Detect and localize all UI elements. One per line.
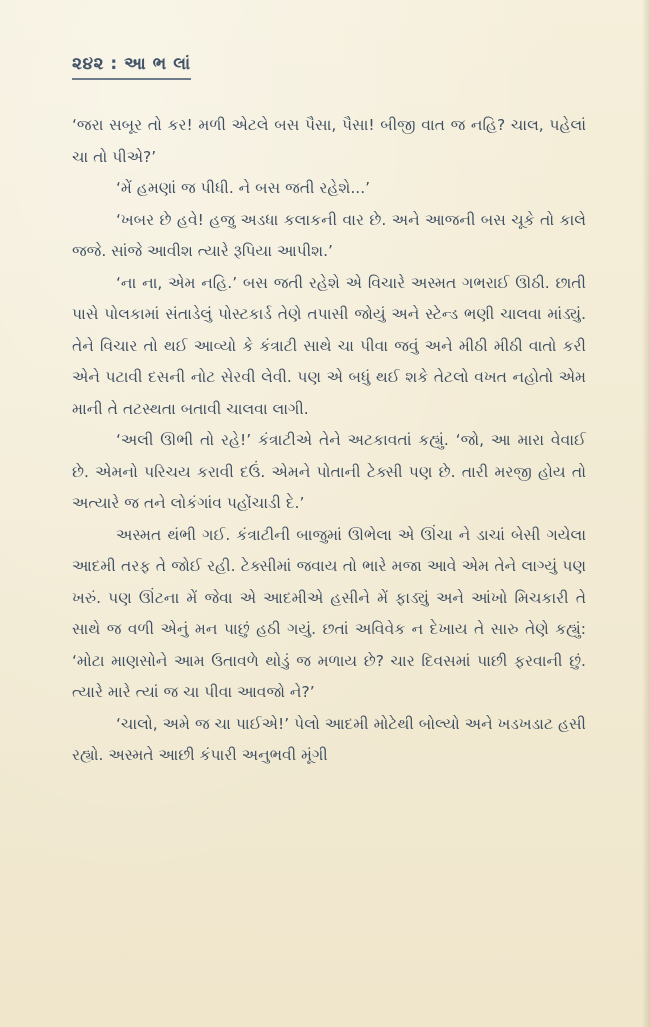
paragraph: અસ્મત થંભી ગઈ. કંત્રાટીની બાજુમાં ઊભેલા એ ઊંચા ને ડાચાં બેસી ગયેલા આદમી તરફ તે જોઈ રહી. ટેક્સીમાં જવાય તો ભારે મજા આવે એમ તેને લાગ્યું પણ ખરું. પણ ઊંટના મેં જેવા એ આદમીએ હસીને મેં ફાડ્યું અને આંખો મિચકારી તે સાથે જ વળી એનું મન પાછું હઠી ગયું. છતાં અવિવેક ન દેખાય તે સારુ તેણે કહ્યું: ‘મોટા માણસોને આમ ઉતાવળે થોડું જ મળાય છે? ચાર દિવસમાં પાછી ફરવાની છું. ત્યારે મારે ત્યાં જ ચા પીવા આવજો ને?’ [72,525,586,701]
paragraph: ‘મેં હમણાં જ પીધી. ને બસ જતી રહેશે...’ [116,179,371,197]
paragraph: ‘ચાલો, અમે જ ચા પાઈએ!’ પેલો આદમી મોટેથી બોલ્યો અને ખડખડાટ હસી રહ્યો. અસ્મતે આછી કંપારી અનુભવી મૂંગી [72,714,586,764]
paragraph: ‘અલી ઊભી તો રહે!’ કંત્રાટીએ તેને અટકાવતાં કહ્યું. ‘જો, આ મારા વેવાઈ છે. એમનો પરિચય કરાવી દઉં. એમને પોતાની ટેક્સી પણ છે. તારી મરજી હોય તો અત્યારે જ તને લોકંગાંવ પહોંચાડી દે.’ [72,431,586,512]
paragraph: ‘ના ના, એમ નહિ.’ બસ જતી રહેશે એ વિચારે અસ્મત ગભરાઈ ઊઠી. છાતી પાસે પોલકામાં સંતાડેલું પોસ્ટકાર્ડ તેણે તપાસી જોયું અને સ્ટેન્ડ ભણી ચાલવા માંડ્યું. તેને વિચાર તો થઈ આવ્યો કે કંત્રાટી સાથે ચા પીવા જવું અને મીઠી મીઠી વાતો કરી એને પટાવી દસની નોટ સેરવી લેવી. પણ એ બધું થઈ શકે તેટલો વખત નહોતો એમ માની તે તટસ્થતા બતાવી ચાલવા લાગી. [72,273,586,418]
page-header: ૨૪૨ : આ ભ લાં [72,54,191,80]
paragraph: ‘ખબર છે હવે! હજુ અડધા કલાકની વાર છે. અને આજની બસ ચૂકે તો કાલે જજે. સાંજે આવીશ ત્યારે રૂપિયા આપીશ.’ [72,210,586,260]
paragraph: ‘જરા સબૂર તો કર! મળી એટલે બસ પૈસા, પૈસા! બીજી વાત જ નહિ? ચાલ, પહેલાં ચા તો પીએ?’ [72,116,586,166]
page-edge-shadow [642,0,650,1027]
